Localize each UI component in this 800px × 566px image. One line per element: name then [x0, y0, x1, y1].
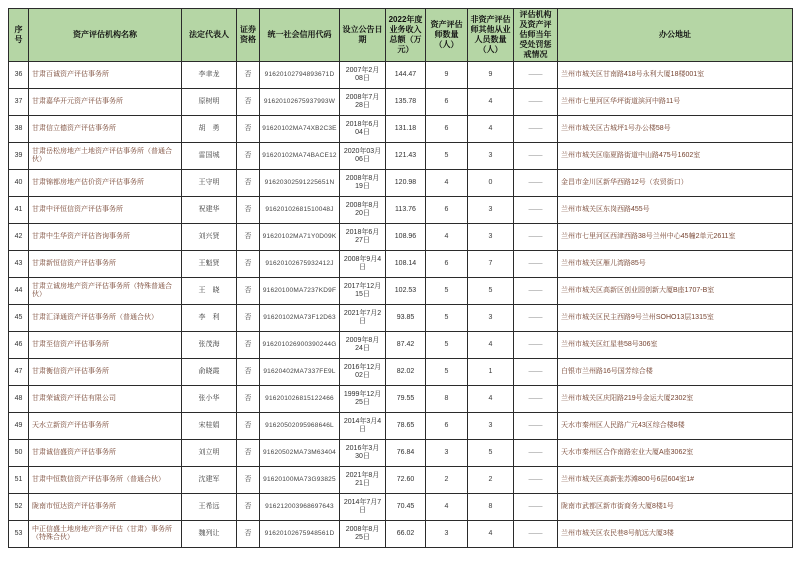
name-cell: 甘肃荣诚资产评估有限公司 [29, 386, 182, 413]
name-cell: 天水立新资产评估事务所 [29, 413, 182, 440]
column-header-punish: 评估机构及资产评估师当年受处罚惩戒情况 [514, 9, 558, 62]
appraisers-cell: 2 [426, 467, 468, 494]
appraisal-agency-table [8, 8, 793, 548]
addr-cell: 陇南市武都区新市街商务大厦8楼1号 [558, 494, 793, 521]
date-cell: 2008年8月20日 [340, 197, 386, 224]
sec-cell: 否 [237, 359, 260, 386]
sec-cell: 否 [237, 521, 260, 548]
income-cell: 82.02 [386, 359, 426, 386]
others-cell: 2 [468, 467, 514, 494]
rep-cell: 沈建军 [182, 467, 237, 494]
table-head [9, 9, 793, 62]
no-cell: 50 [9, 440, 29, 467]
column-header-appraisers: 资产评估师数量（人） [426, 9, 468, 62]
punish-cell: —— [514, 494, 558, 521]
code-cell: 91620102681510048J [260, 197, 340, 224]
income-cell: 102.53 [386, 278, 426, 305]
addr-cell: 兰州市城关区古城坪1号办公楼58号 [558, 116, 793, 143]
rep-cell: 李 利 [182, 305, 237, 332]
no-cell: 37 [9, 89, 29, 116]
name-cell: 甘肃百诚资产评估事务所 [29, 62, 182, 89]
date-cell: 2018年6月04日 [340, 116, 386, 143]
appraisers-cell: 5 [426, 143, 468, 170]
table-row [9, 89, 793, 116]
column-header-income: 2022年度业务收入总额（万元） [386, 9, 426, 62]
name-cell: 甘肃衡信资产评估事务所 [29, 359, 182, 386]
addr-cell: 兰州市城关区民主西路9号兰州SOHO13层1315室 [558, 305, 793, 332]
appraisers-cell: 5 [426, 305, 468, 332]
punish-cell: —— [514, 413, 558, 440]
addr-cell: 兰州市城关区雁儿湾路85号 [558, 251, 793, 278]
no-cell: 48 [9, 386, 29, 413]
code-cell: 91620102MA73F12D63 [260, 305, 340, 332]
income-cell: 72.60 [386, 467, 426, 494]
punish-cell: —— [514, 305, 558, 332]
code-cell: 91620502095968646L [260, 413, 340, 440]
name-cell: 甘肃至信资产评估事务所 [29, 332, 182, 359]
punish-cell: —— [514, 251, 558, 278]
no-cell: 45 [9, 305, 29, 332]
name-cell: 甘肃中生华资产评估咨询事务所 [29, 224, 182, 251]
rep-cell: 王 晓 [182, 278, 237, 305]
name-cell: 甘肃岳松房地产土地资产评估事务所（普通合伙） [29, 143, 182, 170]
punish-cell: —— [514, 170, 558, 197]
others-cell: 4 [468, 521, 514, 548]
name-cell: 甘肃信立德资产评估事务所 [29, 116, 182, 143]
table-row [9, 197, 793, 224]
rep-cell: 王魁贤 [182, 251, 237, 278]
addr-cell: 兰州市城关区红星巷58号306室 [558, 332, 793, 359]
addr-cell: 兰州市城关区临夏路街道中山路475号1602室 [558, 143, 793, 170]
table-row [9, 62, 793, 89]
no-cell: 41 [9, 197, 29, 224]
date-cell: 2018年6月27日 [340, 224, 386, 251]
no-cell: 44 [9, 278, 29, 305]
no-cell: 42 [9, 224, 29, 251]
sec-cell: 否 [237, 440, 260, 467]
others-cell: 4 [468, 89, 514, 116]
table-row [9, 143, 793, 170]
others-cell: 5 [468, 278, 514, 305]
code-cell: 91620102MA74BACE12 [260, 143, 340, 170]
table-body [9, 62, 793, 548]
sec-cell: 否 [237, 305, 260, 332]
column-header-no: 序号 [9, 9, 29, 62]
appraisers-cell: 5 [426, 278, 468, 305]
table-header-row [9, 9, 793, 62]
date-cell: 2009年8月24日 [340, 332, 386, 359]
sec-cell: 否 [237, 224, 260, 251]
income-cell: 66.02 [386, 521, 426, 548]
addr-cell: 兰州市城关区高新区创业园创新大厦B座1707-B室 [558, 278, 793, 305]
sec-cell: 否 [237, 197, 260, 224]
appraisers-cell: 6 [426, 251, 468, 278]
appraisers-cell: 6 [426, 89, 468, 116]
punish-cell: —— [514, 332, 558, 359]
date-cell: 2008年9月4日 [340, 251, 386, 278]
others-cell: 3 [468, 197, 514, 224]
appraisers-cell: 6 [426, 116, 468, 143]
code-cell: 916201026900390244G [260, 332, 340, 359]
name-cell: 中正信盛土地房地产资产评估（甘肃）事务所（特殊合伙） [29, 521, 182, 548]
code-cell: 91620102675932412J [260, 251, 340, 278]
column-header-rep: 法定代表人 [182, 9, 237, 62]
punish-cell: —— [514, 62, 558, 89]
sec-cell: 否 [237, 413, 260, 440]
code-cell: 91620102MA71Y0D09K [260, 224, 340, 251]
punish-cell: —— [514, 521, 558, 548]
date-cell: 2007年2月08日 [340, 62, 386, 89]
punish-cell: —— [514, 143, 558, 170]
income-cell: 79.55 [386, 386, 426, 413]
sec-cell: 否 [237, 467, 260, 494]
no-cell: 49 [9, 413, 29, 440]
others-cell: 4 [468, 116, 514, 143]
rep-cell: 李聿龙 [182, 62, 237, 89]
code-cell: 91620502MA73M63404 [260, 440, 340, 467]
code-cell: 91620100MA7237KD9F [260, 278, 340, 305]
rep-cell: 刘立明 [182, 440, 237, 467]
code-cell: 916201026815122466 [260, 386, 340, 413]
sec-cell: 否 [237, 62, 260, 89]
punish-cell: —— [514, 89, 558, 116]
table-row [9, 332, 793, 359]
code-cell: 91620402MA7337FE9L [260, 359, 340, 386]
sec-cell: 否 [237, 332, 260, 359]
appraisers-cell: 6 [426, 197, 468, 224]
name-cell: 甘肃嘉华开元资产评估事务所 [29, 89, 182, 116]
table-row [9, 440, 793, 467]
date-cell: 2014年3月4日 [340, 413, 386, 440]
rep-cell: 王守明 [182, 170, 237, 197]
no-cell: 46 [9, 332, 29, 359]
column-header-date: 设立公告日期 [340, 9, 386, 62]
others-cell: 5 [468, 440, 514, 467]
others-cell: 8 [468, 494, 514, 521]
rep-cell: 雷国城 [182, 143, 237, 170]
name-cell: 甘肃新恒信资产评估事务所 [29, 251, 182, 278]
addr-cell: 兰州市七里河区西津西路38号兰州中心45幢2单元2611室 [558, 224, 793, 251]
column-header-name: 资产评估机构名称 [29, 9, 182, 62]
others-cell: 3 [468, 143, 514, 170]
table-row [9, 413, 793, 440]
rep-cell: 原树明 [182, 89, 237, 116]
code-cell: 91620102675937993W [260, 89, 340, 116]
appraisers-cell: 6 [426, 413, 468, 440]
addr-cell: 天水市秦州区合作南路宏业大厦A座3062室 [558, 440, 793, 467]
no-cell: 38 [9, 116, 29, 143]
column-header-others: 非资产评估师其他从业人员数量（人） [468, 9, 514, 62]
income-cell: 120.98 [386, 170, 426, 197]
no-cell: 40 [9, 170, 29, 197]
appraisers-cell: 4 [426, 494, 468, 521]
addr-cell: 兰州市城关区东岗西路455号 [558, 197, 793, 224]
punish-cell: —— [514, 359, 558, 386]
appraisers-cell: 3 [426, 521, 468, 548]
income-cell: 113.76 [386, 197, 426, 224]
no-cell: 36 [9, 62, 29, 89]
date-cell: 2014年7月7日 [340, 494, 386, 521]
date-cell: 2016年3月30日 [340, 440, 386, 467]
table-row [9, 116, 793, 143]
name-cell: 甘肃汇泽通资产评估事务所（普通合伙） [29, 305, 182, 332]
no-cell: 39 [9, 143, 29, 170]
column-header-sec: 证券资格 [237, 9, 260, 62]
date-cell: 2008年7月28日 [340, 89, 386, 116]
income-cell: 76.84 [386, 440, 426, 467]
sec-cell: 否 [237, 143, 260, 170]
table-row [9, 467, 793, 494]
addr-cell: 天水市秦州区人民路广元43区综合楼8楼 [558, 413, 793, 440]
code-cell: 91620100MA73G93825 [260, 467, 340, 494]
sec-cell: 否 [237, 89, 260, 116]
appraisers-cell: 5 [426, 332, 468, 359]
code-cell: 91620102794893671D [260, 62, 340, 89]
name-cell: 甘肃中恒数信资产评估事务所（普通合伙） [29, 467, 182, 494]
code-cell: 91620102675948561D [260, 521, 340, 548]
income-cell: 108.14 [386, 251, 426, 278]
punish-cell: —— [514, 278, 558, 305]
sec-cell: 否 [237, 494, 260, 521]
table-row [9, 251, 793, 278]
date-cell: 2021年7月2日 [340, 305, 386, 332]
addr-cell: 兰州市城关区庆阳路219号金运大厦2302室 [558, 386, 793, 413]
table-row [9, 386, 793, 413]
date-cell: 2020年03月06日 [340, 143, 386, 170]
addr-cell: 兰州市城关区高新张苏滩800号6层604室1# [558, 467, 793, 494]
appraisers-cell: 8 [426, 386, 468, 413]
others-cell: 0 [468, 170, 514, 197]
others-cell: 1 [468, 359, 514, 386]
appraisers-cell: 4 [426, 170, 468, 197]
sec-cell: 否 [237, 251, 260, 278]
addr-cell: 白银市兰州路16号国芳综合楼 [558, 359, 793, 386]
appraisers-cell: 5 [426, 359, 468, 386]
column-header-addr: 办公地址 [558, 9, 793, 62]
income-cell: 108.96 [386, 224, 426, 251]
rep-cell: 魏列让 [182, 521, 237, 548]
no-cell: 52 [9, 494, 29, 521]
table-row [9, 224, 793, 251]
income-cell: 93.85 [386, 305, 426, 332]
punish-cell: —— [514, 440, 558, 467]
others-cell: 7 [468, 251, 514, 278]
sec-cell: 否 [237, 278, 260, 305]
rep-cell: 胡 勇 [182, 116, 237, 143]
addr-cell: 金昌市金川区新华西路12号（农贸街口） [558, 170, 793, 197]
income-cell: 70.45 [386, 494, 426, 521]
table-row [9, 494, 793, 521]
no-cell: 43 [9, 251, 29, 278]
rep-cell: 张小华 [182, 386, 237, 413]
table-row [9, 359, 793, 386]
name-cell: 甘肃立诚房地产资产评估事务所（特殊普通合伙） [29, 278, 182, 305]
punish-cell: —— [514, 116, 558, 143]
name-cell: 甘肃诚信盛资产评估事务所 [29, 440, 182, 467]
column-header-code: 统一社会信用代码 [260, 9, 340, 62]
others-cell: 9 [468, 62, 514, 89]
addr-cell: 兰州市城关区农民巷8号航远大厦3楼 [558, 521, 793, 548]
rep-cell: 王希远 [182, 494, 237, 521]
table-row [9, 170, 793, 197]
name-cell: 陇南市恒达资产评估事务所 [29, 494, 182, 521]
addr-cell: 兰州市城关区甘南路418号永利大厦18楼001室 [558, 62, 793, 89]
date-cell: 2008年8月19日 [340, 170, 386, 197]
others-cell: 4 [468, 386, 514, 413]
sec-cell: 否 [237, 170, 260, 197]
rep-cell: 俞晓霞 [182, 359, 237, 386]
rep-cell: 祝建华 [182, 197, 237, 224]
code-cell: 91620102MA74XB2C3E [260, 116, 340, 143]
date-cell: 2016年12月02日 [340, 359, 386, 386]
rep-cell: 宋桂娟 [182, 413, 237, 440]
table-row [9, 521, 793, 548]
rep-cell: 张茂海 [182, 332, 237, 359]
date-cell: 1999年12月25日 [340, 386, 386, 413]
date-cell: 2021年8月21日 [340, 467, 386, 494]
appraisers-cell: 4 [426, 224, 468, 251]
punish-cell: —— [514, 467, 558, 494]
others-cell: 3 [468, 413, 514, 440]
no-cell: 47 [9, 359, 29, 386]
sec-cell: 否 [237, 116, 260, 143]
date-cell: 2017年12月15日 [340, 278, 386, 305]
name-cell: 甘肃中评恒信资产评估事务所 [29, 197, 182, 224]
income-cell: 144.47 [386, 62, 426, 89]
sec-cell: 否 [237, 386, 260, 413]
others-cell: 3 [468, 305, 514, 332]
appraisers-cell: 3 [426, 440, 468, 467]
income-cell: 87.42 [386, 332, 426, 359]
rep-cell: 刘兴贤 [182, 224, 237, 251]
no-cell: 53 [9, 521, 29, 548]
punish-cell: —— [514, 224, 558, 251]
code-cell: 916212003968697643 [260, 494, 340, 521]
punish-cell: —— [514, 386, 558, 413]
income-cell: 131.18 [386, 116, 426, 143]
no-cell: 51 [9, 467, 29, 494]
others-cell: 4 [468, 332, 514, 359]
appraisers-cell: 9 [426, 62, 468, 89]
code-cell: 91620302591225651N [260, 170, 340, 197]
others-cell: 3 [468, 224, 514, 251]
name-cell: 甘肃锦都房地产估价资产评估事务所 [29, 170, 182, 197]
table-row [9, 305, 793, 332]
income-cell: 121.43 [386, 143, 426, 170]
addr-cell: 兰州市七里河区华坪街道滨河中路11号 [558, 89, 793, 116]
income-cell: 135.78 [386, 89, 426, 116]
date-cell: 2008年8月25日 [340, 521, 386, 548]
income-cell: 78.65 [386, 413, 426, 440]
punish-cell: —— [514, 197, 558, 224]
table-row [9, 278, 793, 305]
